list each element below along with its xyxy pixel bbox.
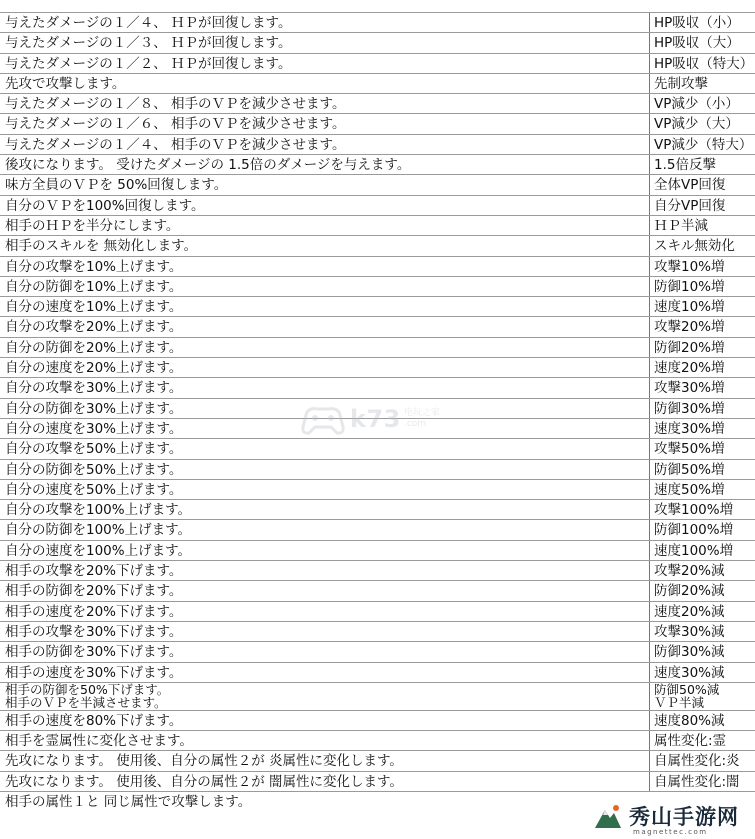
table-row <box>0 731 755 751</box>
row-effect: 防御10%増 <box>654 278 725 295</box>
row-effect: 防御20%減 <box>654 583 725 600</box>
table-row <box>0 74 755 94</box>
table-row <box>0 419 755 439</box>
skill-table <box>0 13 755 812</box>
row-description: 自分の攻撃を10%上げます。 <box>0 257 650 276</box>
row-effect: HP吸収（小） <box>654 15 740 31</box>
table-row <box>0 460 755 480</box>
table-row <box>0 114 755 134</box>
table-row <box>0 711 755 731</box>
table-row <box>0 13 755 33</box>
watermark-brand: 秀山手游网 <box>629 804 739 829</box>
watermark-corner-url: magnettec.com <box>633 828 708 836</box>
table-row <box>0 33 755 53</box>
row-description: 自分の速度を50%上げます。 <box>0 480 650 499</box>
row-description: 先攻で攻撃します。 <box>0 74 650 93</box>
row-effect: 攻撃30%増 <box>654 380 725 397</box>
row-effect: 攻撃10%増 <box>654 258 725 275</box>
row-effect: VP減少（小） <box>654 96 739 113</box>
row-description: 自分の攻撃を50%上げます。 <box>0 439 650 458</box>
row-effect: 速度30%減 <box>654 664 725 681</box>
row-effect: 防御30%増 <box>654 400 725 417</box>
row-effect: 速度100%増 <box>654 542 734 559</box>
row-effect <box>650 683 755 710</box>
table-row <box>0 216 755 236</box>
row-description: 与えたダメージの１／８、 相手のＶＰを減少させます。 <box>0 94 650 113</box>
watermark-text: k73 <box>350 405 401 433</box>
row-description: 自分の防御を50%上げます。 <box>0 460 650 479</box>
row-description: 相手の攻撃を30%下げます。 <box>0 622 650 641</box>
row-description: 相手の攻撃を20%下げます。 <box>0 561 650 580</box>
row-effect: 自分VP回復 <box>654 197 726 214</box>
row-description: 自分の速度を10%上げます。 <box>0 297 650 316</box>
table-row <box>0 480 755 500</box>
row-effect-line: 防御50%減 <box>654 682 720 697</box>
row-description: 相手を霊属性に変化させます。 <box>0 731 650 750</box>
row-effect: 攻撃100%増 <box>654 502 734 519</box>
row-effect: VP減少（大） <box>654 116 739 133</box>
row-description: 相手の防御を20%下げます。 <box>0 581 650 600</box>
row-effect: 攻撃20%減 <box>654 563 725 580</box>
table-row <box>0 94 755 114</box>
row-description: 与えたダメージの１／４、 ＨＰが回復します。 <box>0 13 650 32</box>
table-row <box>0 277 755 297</box>
row-description: 与えたダメージの１／３、 ＨＰが回復します。 <box>0 33 650 52</box>
row-effect: スキル無効化 <box>654 238 735 255</box>
row-effect: HP吸収（特大） <box>654 55 754 72</box>
row-description: 自分の攻撃を20%上げます。 <box>0 317 650 336</box>
table-row-double <box>0 683 755 711</box>
row-description: 自分の防御を20%上げます。 <box>0 338 650 357</box>
table-row <box>0 399 755 419</box>
row-effect: ＨＰ半減 <box>654 217 708 234</box>
row-effect: 防御20%増 <box>654 339 725 356</box>
row-effect: 攻撃20%増 <box>654 319 725 336</box>
row-effect: 防御50%増 <box>654 461 725 478</box>
row-effect: 自属性変化:炎 <box>654 753 740 770</box>
row-description: 先攻になります。 使用後、自分の属性２が 闇属性に変化します。 <box>0 772 650 791</box>
table-row <box>0 751 755 771</box>
watermark-site-logo <box>593 799 751 835</box>
table-row <box>0 196 755 216</box>
row-effect: 防御30%減 <box>654 644 725 661</box>
row-effect-line: ＶＰ半減 <box>654 694 705 710</box>
table-row <box>0 358 755 378</box>
row-description: 与えたダメージの１／６、 相手のＶＰを減少させます。 <box>0 114 650 133</box>
row-description: 自分の速度を20%上げます。 <box>0 358 650 377</box>
row-description: 相手の速度を80%下げます。 <box>0 711 650 730</box>
row-description: 相手のスキルを 無効化します。 <box>0 236 650 255</box>
row-effect: HP吸収（大） <box>654 35 740 52</box>
top-border <box>0 0 755 13</box>
table-row <box>0 500 755 520</box>
row-effect: 防御100%増 <box>654 522 734 539</box>
row-effect: 自属性変化:闇 <box>654 773 740 790</box>
row-effect: 全体VP回復 <box>654 177 726 194</box>
table-row <box>0 561 755 581</box>
row-description: 自分の防御を10%上げます。 <box>0 277 650 296</box>
row-effect: 属性変化:霊 <box>654 733 727 750</box>
row-effect: 速度10%増 <box>654 299 725 316</box>
row-description: 味方全員のＶＰを 50%回復します。 <box>0 175 650 194</box>
row-description: 後攻になります。 受けたダメージの 1.5倍のダメージを与えます。 <box>0 155 650 174</box>
row-description: 自分の防御を100%上げます。 <box>0 520 650 539</box>
row-description: 相手の速度を20%下げます。 <box>0 602 650 621</box>
table-row <box>0 135 755 155</box>
table-row <box>0 622 755 642</box>
table-row <box>0 541 755 561</box>
row-effect: 速度20%減 <box>654 603 725 620</box>
row-description: 与えたダメージの１／２、 ＨＰが回復します。 <box>0 54 650 73</box>
row-effect: 速度20%増 <box>654 360 725 377</box>
row-description: 与えたダメージの１／４、 相手のＶＰを減少させます。 <box>0 135 650 154</box>
row-description: 相手の属性１と 同じ属性で攻撃します。 <box>5 793 252 810</box>
table-row <box>0 602 755 622</box>
table-row <box>0 378 755 398</box>
row-description: 相手のＨＰを半分にします。 <box>0 216 650 235</box>
table-row <box>0 155 755 175</box>
table-row <box>0 338 755 358</box>
watermark-subtext: 电玩之家 <box>404 408 441 418</box>
row-description: 自分の攻撃を30%上げます。 <box>0 378 650 397</box>
row-description: 自分のＶＰを100%回復します。 <box>0 196 650 215</box>
table-row <box>0 772 755 792</box>
table-row <box>0 439 755 459</box>
row-effect: VP減少（特大） <box>654 136 753 153</box>
row-description: 相手の防御を30%下げます。 <box>0 642 650 661</box>
row-description-line: 相手のＶＰを半減させます。 <box>5 694 167 710</box>
table-row <box>0 581 755 601</box>
row-effect: 速度50%増 <box>654 481 725 498</box>
row-description: 自分の攻撃を100%上げます。 <box>0 500 650 519</box>
row-effect: 速度30%増 <box>654 420 725 437</box>
table-row <box>0 317 755 337</box>
row-effect: 速度80%減 <box>654 712 725 729</box>
row-description: 相手の速度を30%下げます。 <box>0 663 650 682</box>
row-description: 先攻になります。 使用後、自分の属性２が 炎属性に変化します。 <box>0 751 650 770</box>
row-effect: 先制攻撃 <box>654 75 708 92</box>
table-row <box>0 257 755 277</box>
row-effect: 攻撃50%増 <box>654 441 725 458</box>
row-description <box>0 683 650 710</box>
table-row <box>0 642 755 662</box>
table-row <box>0 236 755 256</box>
row-description: 自分の防御を30%上げます。 <box>0 399 650 418</box>
mountain-logo-icon <box>593 802 623 832</box>
row-effect: 攻撃30%減 <box>654 623 725 640</box>
table-row <box>0 175 755 195</box>
table-row <box>0 663 755 683</box>
watermark-url: .com <box>404 419 427 429</box>
row-description-line: 相手の防御を50%下げます。 <box>5 682 170 697</box>
table-row <box>0 54 755 74</box>
row-description: 自分の速度を30%上げます。 <box>0 419 650 438</box>
row-effect: 1.5倍反撃 <box>654 157 716 174</box>
table-row <box>0 520 755 540</box>
row-description: 自分の速度を100%上げます。 <box>0 541 650 560</box>
table-row <box>0 297 755 317</box>
